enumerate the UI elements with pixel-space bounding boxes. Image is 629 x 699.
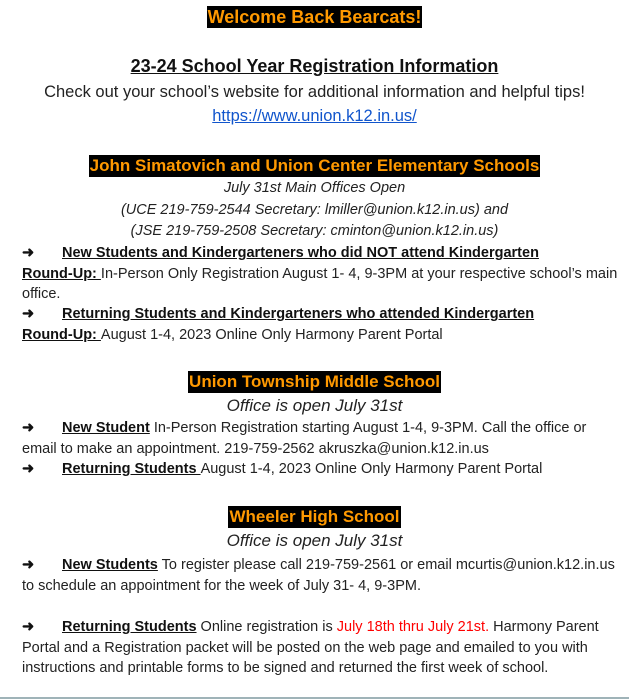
item-label: Returning Students [62,461,201,477]
elementary-office-open: July 31st Main Offices Open [223,180,406,196]
item-label: Returning Students [62,619,197,635]
welcome-banner [0,6,629,28]
middle-office-open: Office is open July 31st [226,396,403,415]
arrow-icon: ➜ [22,619,35,635]
arrow-icon: ➜ [22,420,35,436]
high-item-returning [22,617,622,679]
item-label: New Student [62,420,150,436]
middle-heading: Union Township Middle School [189,372,440,391]
item-text: In-Person Only Registration August 1- 4, 9-3PM at your respective school’s main office. [22,265,618,302]
elementary-heading: John Simatovich and Union Center Elementary Schools [89,156,540,175]
middle-section-heading-row [0,371,629,393]
item-label-cont: Round-Up: [22,326,101,343]
elementary-item-new [22,243,622,305]
item-text: August 1-4, 2023 Online Only Harmony Parent Portal [100,326,443,343]
high-office-open: Office is open July 31st [226,531,403,550]
page-title: 23-24 School Year Registration Information [130,56,499,76]
arrow-icon: ➜ [22,306,35,322]
arrow-icon: ➜ [22,245,35,261]
item-text: To register please call 219-759-2561 or email mcurtis@union.k12.in.us to schedule an appointment for the week of July 31- 4, 9-3PM. [22,557,615,594]
item-label: Returning Students and Kindergarteners who attended Kindergarten [62,306,535,322]
elementary-contact-jse: (JSE 219-759-2508 Secretary: cminton@union.k12.in.us) [130,223,499,239]
item-text: August 1-4, 2023 Online Only Harmony Parent Portal [200,461,543,477]
high-section-heading-row [0,506,629,528]
page-subtitle: Check out your school’s website for additional information and helpful tips! [44,83,585,101]
elementary-contact-uce: (UCE 219-759-2544 Secretary: lmiller@union.k12.in.us) and [120,202,509,218]
arrow-icon: ➜ [22,461,35,477]
item-text-cont: Harmony Parent Portal and a Registration packet will be posted on the web page and emailed to you with instructions and printable forms to be signed and returned the first week of school. [22,619,599,676]
item-text: In-Person Registration starting August 1-4, 9-3PM. Call the office or email to make an appointment. 219-759-2562 akruszka@union.k12.in.us [22,420,587,457]
item-label: New Students [62,557,158,573]
elementary-section-heading-row [0,155,629,177]
item-label: New Students and Kindergarteners who did NOT attend Kindergarten [62,245,539,261]
elementary-item-returning [22,304,622,345]
district-website-link[interactable]: https://www.union.k12.in.us/ [212,107,417,125]
arrow-icon: ➜ [22,557,35,573]
welcome-heading: Welcome Back Bearcats! [207,7,422,27]
item-label-cont: Round-Up: [22,265,101,282]
website-link-row [0,107,629,126]
high-heading: Wheeler High School [229,507,400,526]
middle-item-new [22,418,622,459]
item-text: Online registration is [196,619,337,635]
middle-item-returning [22,459,622,480]
high-item-new [22,555,622,596]
registration-dates-alert: July 18th thru July 21st. [336,619,490,635]
